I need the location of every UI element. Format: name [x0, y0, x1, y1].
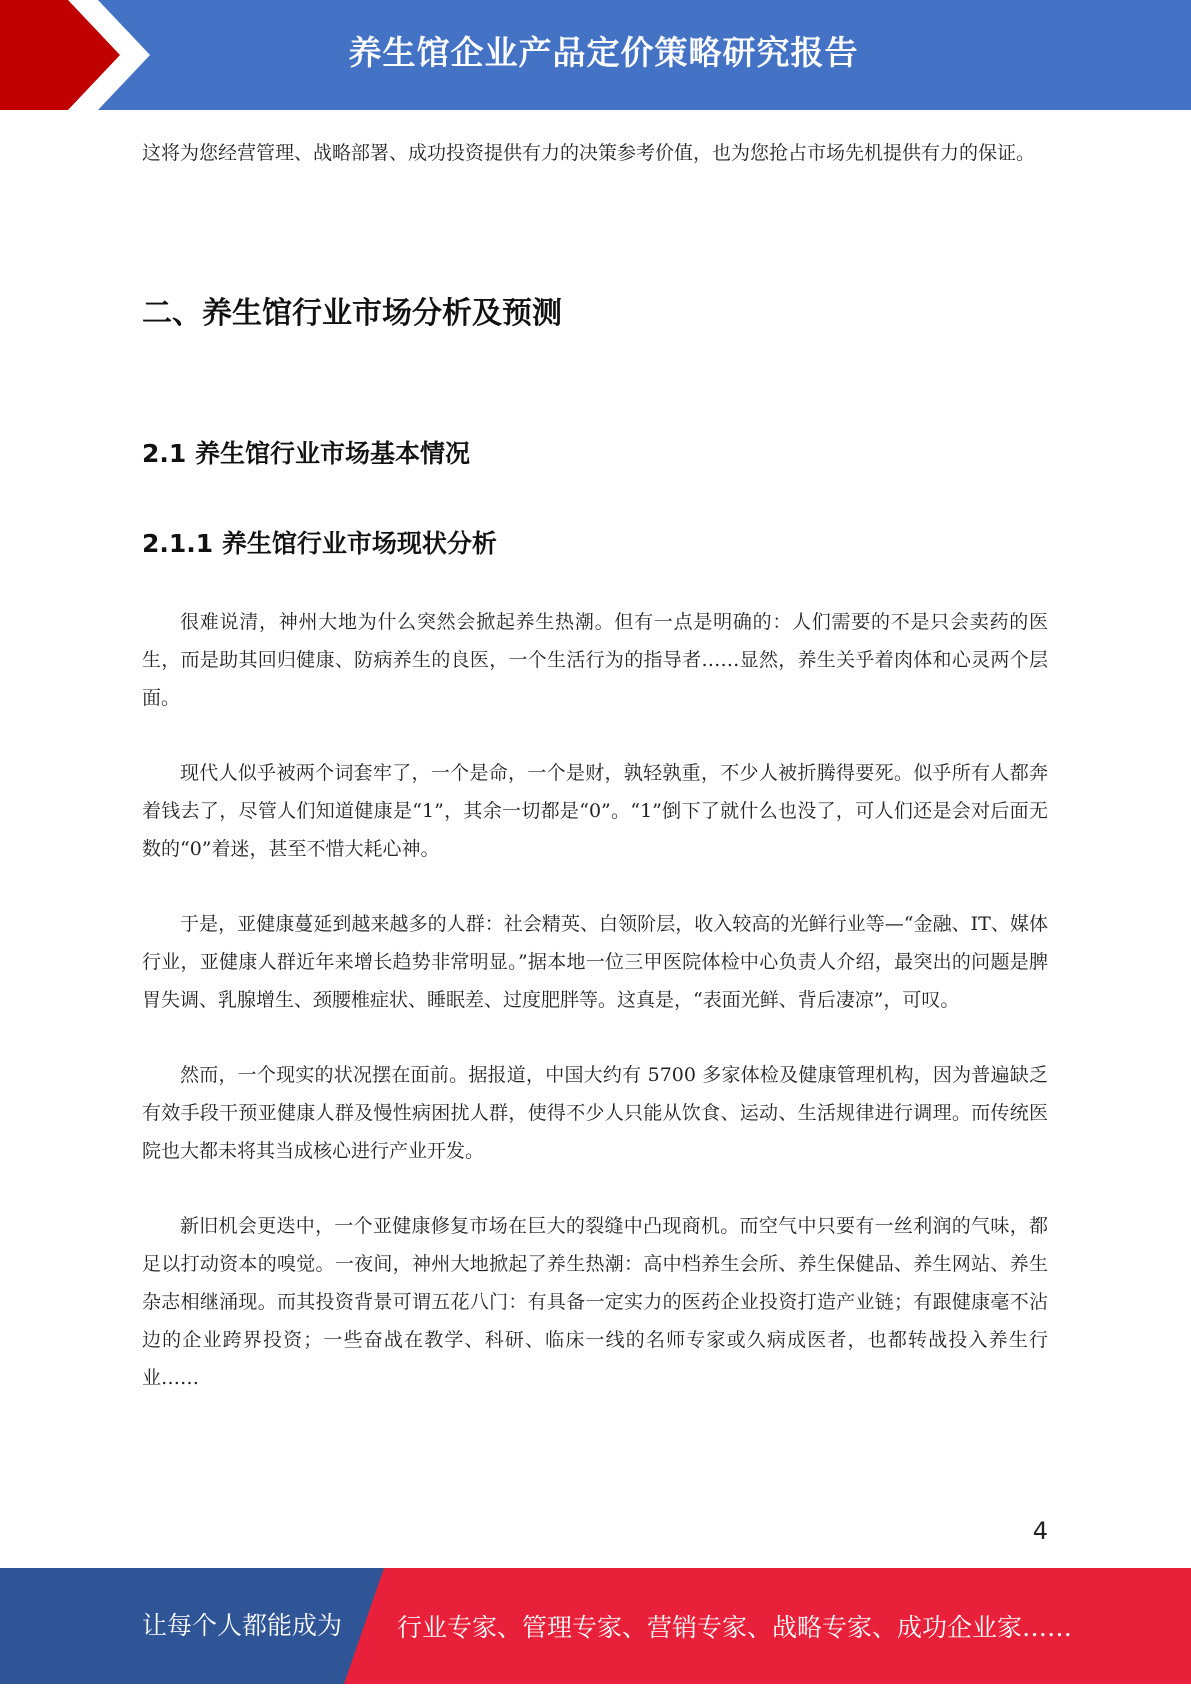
subsubsection-heading: 2.1.1 养生馆行业市场现状分析: [142, 529, 497, 558]
body-paragraph-2: 现代人似乎被两个词套牢了，一个是命，一个是财，孰轻孰重，不少人被折腾得要死。似乎所有人都奔着钱去了，尽管人们知道健康是“1”，其余一切都是“0”。“1”倒下了就什么也没了，可人们还是会对后面无数的“0”着迷，甚至不惜大耗心神。: [142, 762, 1048, 860]
subsection-heading: 2.1 养生馆行业市场基本情况: [142, 439, 470, 468]
header-banner: [0, 0, 1191, 110]
intro-block: [142, 134, 1048, 172]
body-paragraph-1: 很难说清，神州大地为什么突然会掀起养生热潮。但有一点是明确的：人们需要的不是只会卖药的医生，而是助其回归健康、防病养生的良医，一个生活行为的指导者……显然，养生关乎着肉体和心灵两个层面。: [142, 611, 1048, 709]
body-paragraph-3: 于是，亚健康蔓延到越来越多的人群：社会精英、白领阶层，收入较高的光鲜行业等—“金融、IT、媒体行业，亚健康人群近年来增长趋势非常明显。”据本地一位三甲医院体检中心负责人介绍，最突出的问题是脾胃失调、乳腺增生、颈腰椎症状、睡眠差、过度肥胖等。这真是，“表面光鲜、背后凄凉”，可叹。: [142, 913, 1048, 1011]
intro-paragraph: 这将为您经营管理、战略部署、成功投资提供有力的决策参考价值，也为您抢占市场先机提供有力的保证。: [142, 142, 1036, 164]
report-title: 养生馆企业产品定价策略研究报告: [348, 33, 859, 72]
footer-slogan-left: 让每个人都能成为: [142, 1611, 343, 1640]
footer-slogan-right: 行业专家、管理专家、营销专家、战略专家、成功企业家……: [397, 1613, 1073, 1642]
body-text: [142, 603, 1048, 1434]
page-number: 4: [1032, 1517, 1048, 1545]
body-paragraph-5: 新旧机会更迭中，一个亚健康修复市场在巨大的裂缝中凸现商机。而空气中只要有一丝利润的气味，都足以打动资本的嗅觉。一夜间，神州大地掀起了养生热潮：高中档养生会所、养生保健品、养生网站、养生杂志相继涌现。而其投资背景可谓五花八门：有具备一定实力的医药企业投资打造产业链；有跟健康毫不沾边的企业跨界投资；一些奋战在教学、科研、临床一线的名师专家或久病成医者，也都转战投入养生行业……: [142, 1215, 1048, 1389]
body-paragraph-4: 然而，一个现实的状况摆在面前。据报道，中国大约有 5700 多家体检及健康管理机构，因为普遍缺乏有效手段干预亚健康人群及慢性病困扰人群，使得不少人只能从饮食、运动、生活规律进行调理。而传统医院也大都未将其当成核心进行产业开发。: [142, 1064, 1048, 1162]
section-heading: 二、养生馆行业市场分析及预测: [142, 296, 562, 331]
footer-banner: [0, 1568, 1191, 1684]
